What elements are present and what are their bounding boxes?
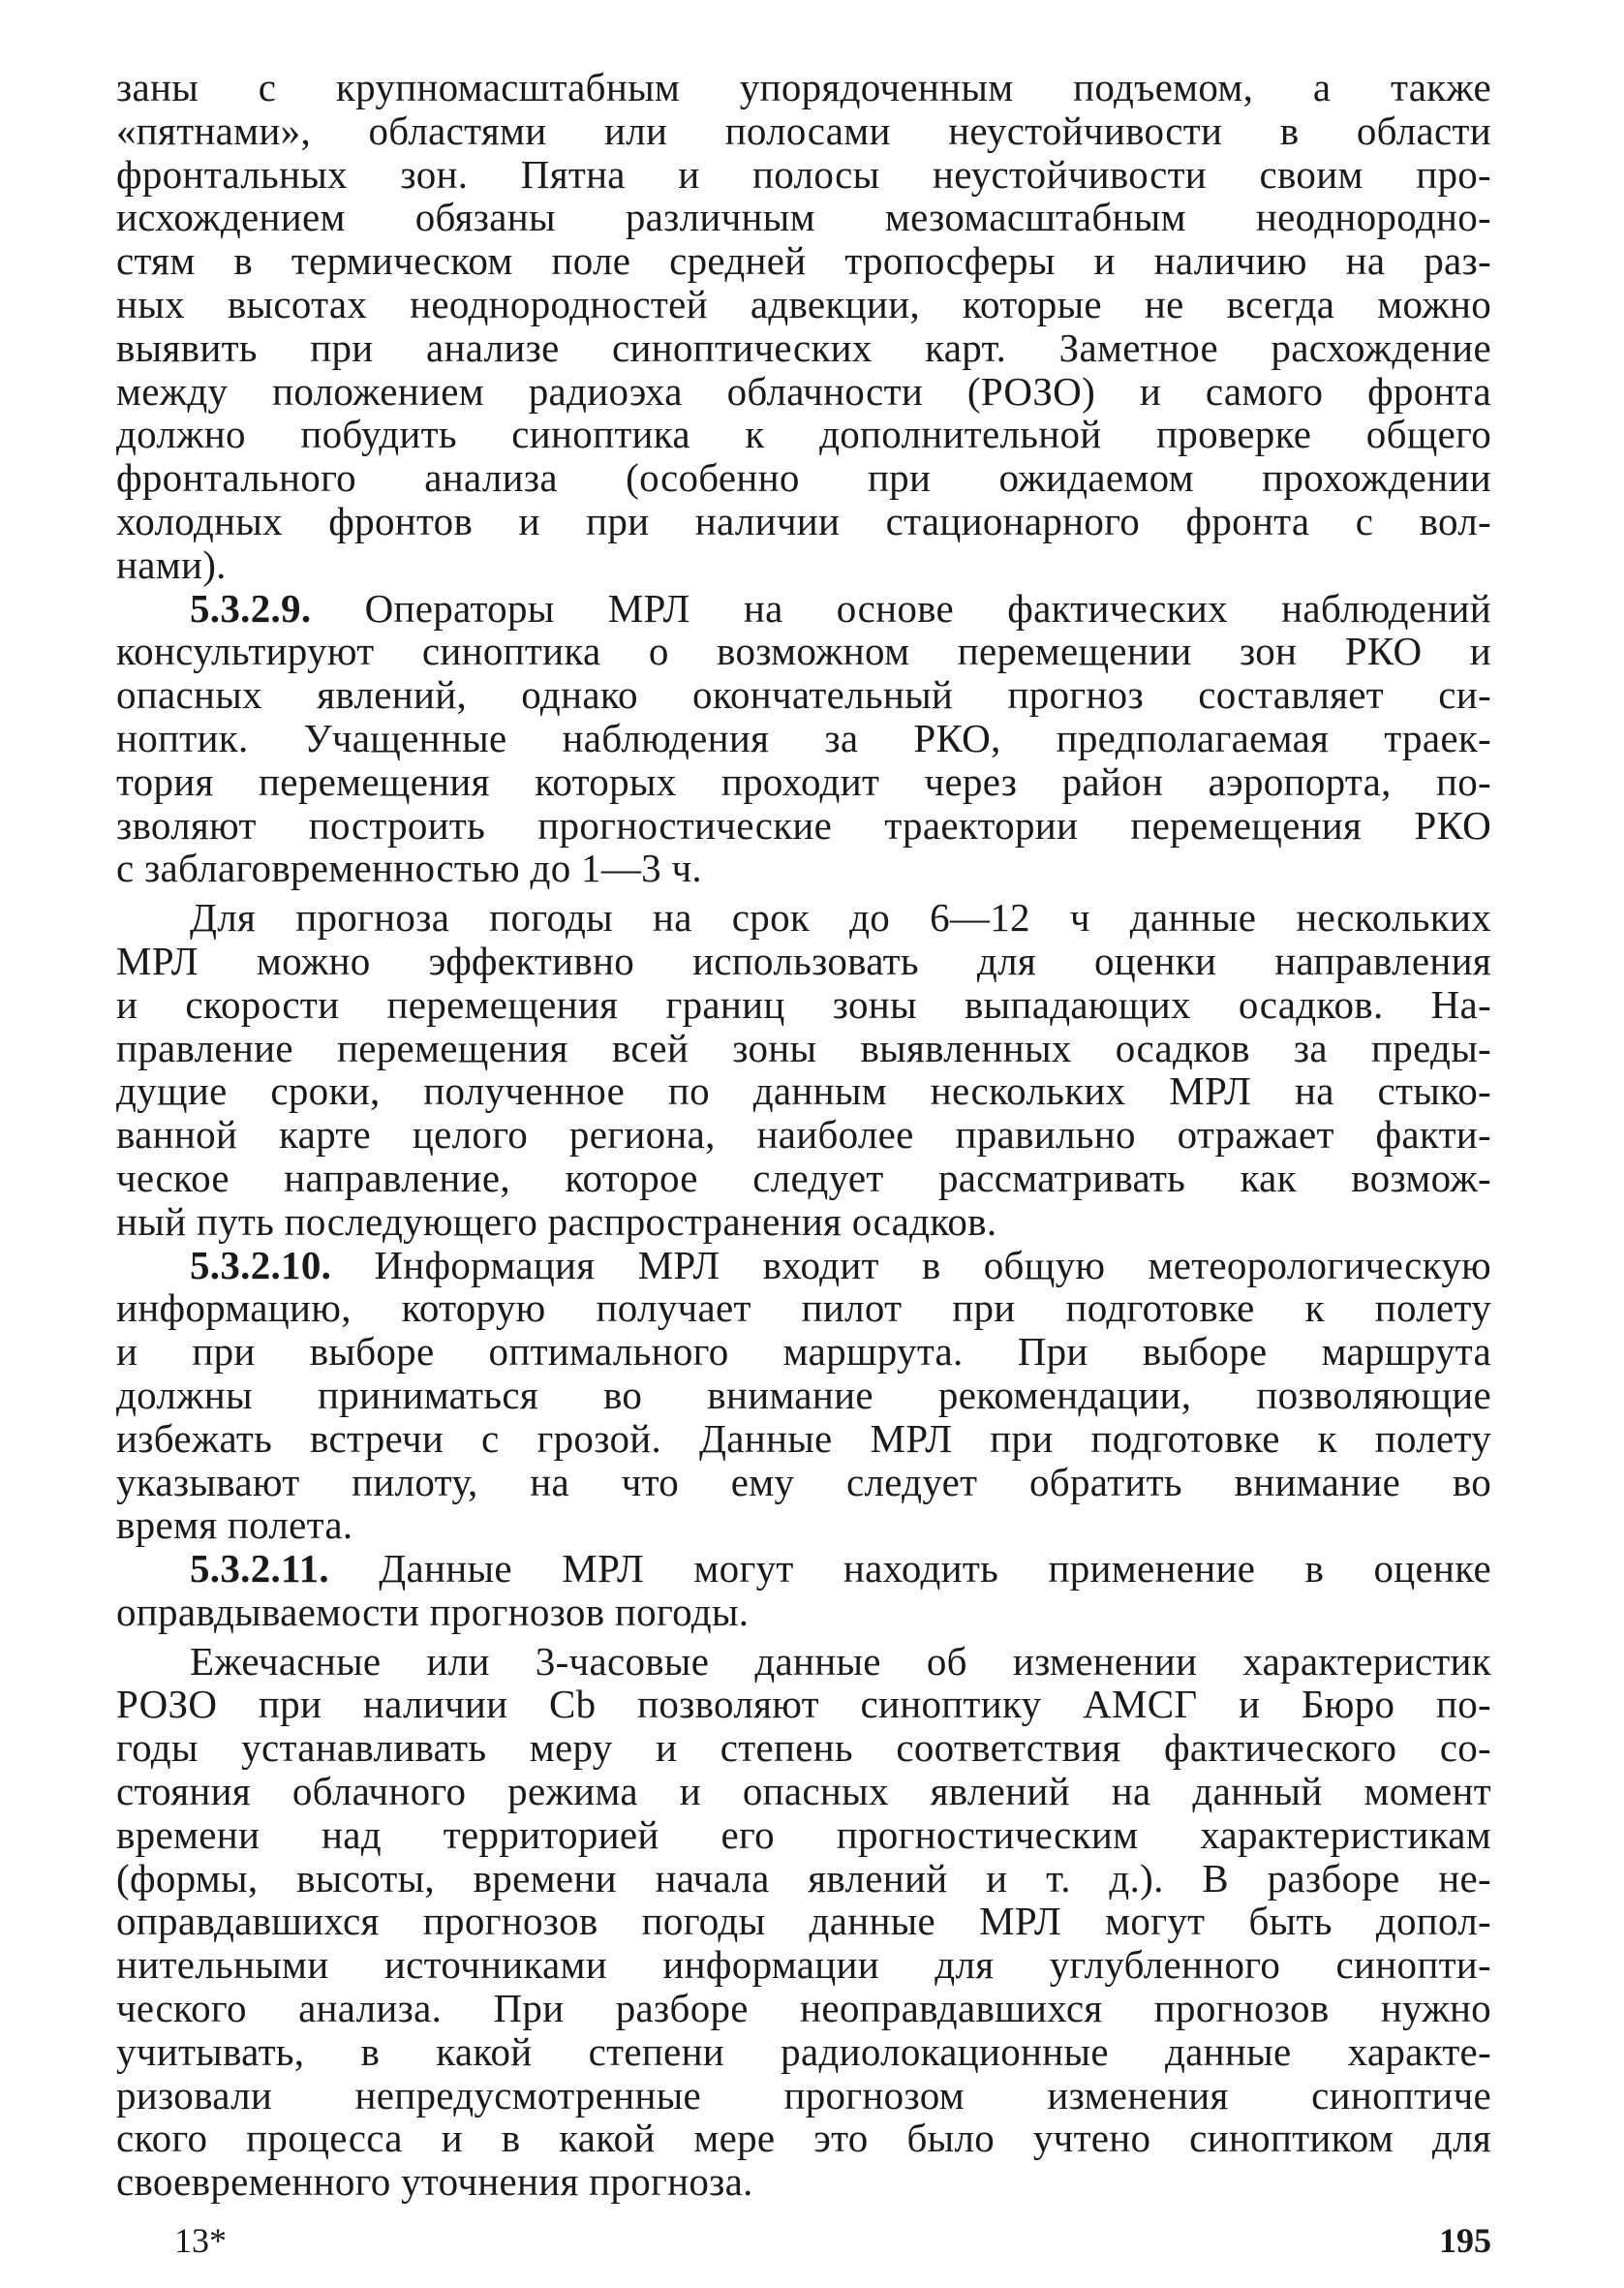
text-line: дущие сроки, полученное по данным нескольких МРЛ на стыко-: [116, 1068, 1491, 1114]
text-line: времени над территорией его прогностическим характеристикам: [116, 1811, 1491, 1857]
text-line: ных высотах неоднородностей адвекции, которые не всегда можно: [116, 281, 1491, 326]
text-line: «пятнами», областями или полосами неустойчивости в области: [116, 108, 1491, 153]
text-line: заны с крупномасштабным упорядоченным подъемом, а также: [116, 65, 1491, 109]
section-text: Операторы МРЛ на основе фактических наблюдений: [311, 585, 1491, 631]
text-line: зволяют построить прогностические траектории перемещения РКО: [116, 802, 1491, 848]
section-line: [116, 587, 1491, 631]
section-number: 5.3.2.11.: [190, 1546, 329, 1592]
text-line: выявить при анализе синоптических карт. Заметное расхождение: [116, 325, 1491, 370]
text-line: РОЗО при наличии Cb позволяют синоптику АМСГ и Бюро по-: [116, 1682, 1491, 1727]
text-line: и при выборе оптимального маршрута. При выборе маршрута: [116, 1329, 1491, 1375]
text-line: ческое направление, которое следует рассматривать как возмож-: [116, 1155, 1491, 1200]
section-number: 5.3.2.9.: [190, 585, 312, 631]
text-line: Для прогноза погоды на срок до 6—12 ч данные нескольких: [190, 895, 1491, 941]
text-line: правление перемещения всей зоны выявленных осадков за преды-: [116, 1025, 1491, 1070]
text-line: ского процесса и в какой мере это было учтено синоптиком для: [116, 2116, 1491, 2161]
text-line: избежать встречи с грозой. Данные МРЛ при подготовке к полету: [116, 1415, 1491, 1461]
text-line: оправдываемости прогнозов погоды.: [116, 1589, 750, 1634]
text-line: фронтального анализа (особенно при ожидаемом прохождении: [116, 455, 1491, 501]
text-line: опасных явлений, однако окончательный прогноз составляет си-: [116, 672, 1491, 718]
text-line: исхождением обязаны различным мезомасштабным неоднородно-: [116, 195, 1491, 240]
text-line: между положением радиоэха облачности (РОЗО) и самого фронта: [116, 368, 1491, 414]
section-line: [116, 1244, 1491, 1287]
text-line: информацию, которую получает пилот при подготовке к полету: [116, 1285, 1491, 1331]
text-line: ческого анализа. При разборе неоправдавшихся прогнозов нужно: [116, 1986, 1491, 2031]
text-line: ноптик. Учащенные наблюдения за РКО, предполагаемая траек-: [116, 715, 1491, 760]
text-line: Ежечасные или 3-часовые данные об изменении характеристик: [190, 1638, 1491, 1684]
text-line: холодных фронтов и при наличии стационарного фронта с вол-: [116, 498, 1491, 543]
section-text: Данные МРЛ могут находить применение в оценке: [328, 1546, 1491, 1592]
text-line: ризовали непредусмотренные прогнозом изменения синоптиче: [116, 2072, 1491, 2118]
text-line: фронтальных зон. Пятна и полосы неустойчивости своим про-: [116, 151, 1491, 197]
text-line: МРЛ можно эффективно использовать для оценки направления: [116, 938, 1491, 983]
text-line: оправдавшихся прогнозов погоды данные МРЛ могут быть допол-: [116, 1899, 1491, 1944]
section-text: Информация МРЛ входит в общую метеорологическую: [331, 1242, 1491, 1287]
text-line: учитывать, в какой степени радиолокационные данные характе-: [116, 2028, 1491, 2074]
text-line: ный путь последующего распространения осадков.: [116, 1198, 997, 1244]
text-line: стояния облачного режима и опасных явлений на данный момент: [116, 1769, 1491, 1814]
text-line: нительными источниками информации для углубленного синопти-: [116, 1942, 1491, 1988]
text-line: с заблаговременностью до 1—3 ч.: [116, 846, 702, 891]
text-line: годы устанавливать меру и степень соответствия фактического со-: [116, 1725, 1491, 1771]
signature-mark: 13*: [174, 2221, 227, 2260]
text-line: своевременного уточнения прогноза.: [116, 2159, 753, 2205]
text-line: тория перемещения которых проходит через район аэропорта, по-: [116, 758, 1491, 804]
text-line: нами).: [116, 541, 227, 587]
text-line: должно побудить синоптика к дополнительной проверке общего: [116, 412, 1491, 457]
text-line: ванной карте целого региона, наиболее правильно отражает факти-: [116, 1112, 1491, 1158]
section-number: 5.3.2.10.: [190, 1242, 332, 1287]
text-line: (формы, высоты, времени начала явлений и т. д.). В разборе не-: [116, 1855, 1491, 1901]
text-line: время полета.: [116, 1502, 353, 1548]
section-line: [116, 1547, 1491, 1591]
page-number: 195: [1439, 2221, 1491, 2260]
text-line: должны приниматься во внимание рекомендации, позволяющие: [116, 1372, 1491, 1417]
text-line: указывают пилоту, на что ему следует обратить внимание во: [116, 1459, 1491, 1504]
text-line: консультируют синоптика о возможном перемещении зон РКО и: [116, 629, 1491, 674]
page-body: [116, 66, 1491, 2204]
text-line: стям в термическом поле средней тропосферы и наличию на раз-: [116, 238, 1491, 284]
text-line: и скорости перемещения границ зоны выпадающих осадков. На-: [116, 981, 1491, 1027]
